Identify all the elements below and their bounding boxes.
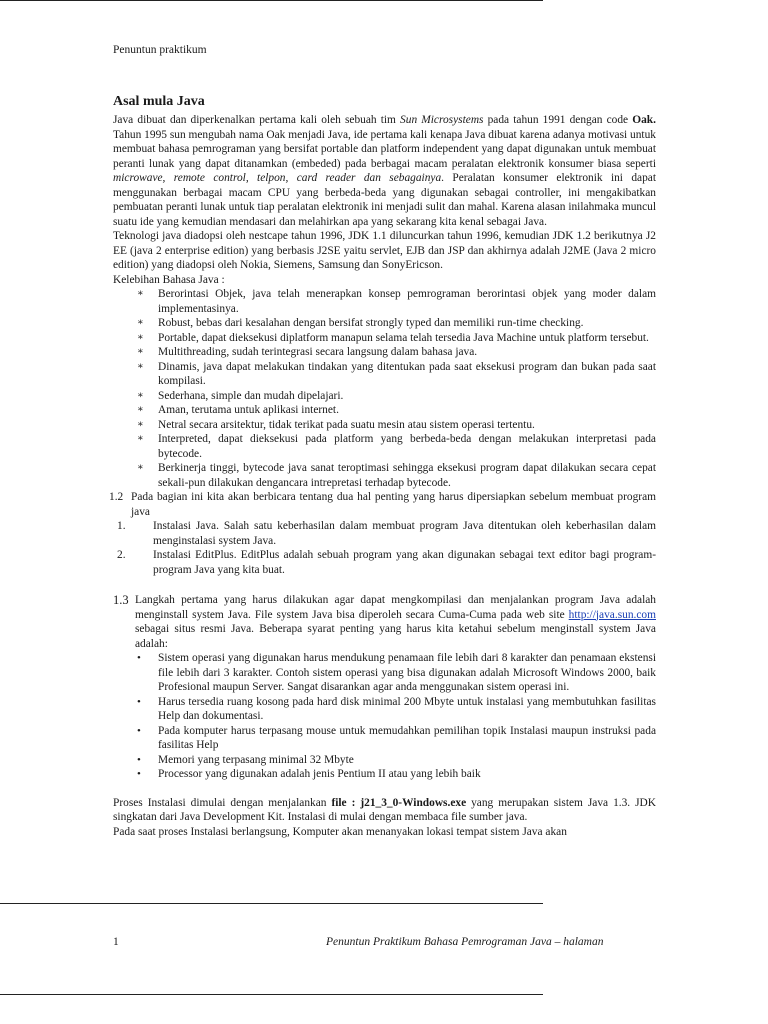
star-bullet-icon: ∗ <box>137 389 144 401</box>
bullet-icon: • <box>137 652 141 664</box>
star-bullet-icon: ∗ <box>137 462 144 473</box>
list-item <box>113 519 656 548</box>
list-item-text: Sistem operasi yang digunakan harus mendukung penamaan file lebih dari 8 karakter dan penamaan ekstensi file lebih dari 3 karakter. Contoh sistem operasi yang bisa digunakan adalah Microsoft Windows 2000, baik Profesional maupun Server. Sangat disarankan agar anda menggunakan sistem operasi ini. <box>158 652 656 693</box>
list-item-text: Harus tersedia ruang kosong pada hard disk minimal 200 Mbyte untuk instalasi yang membutuhkan fasilitas Help dan dokumentasi. <box>158 695 656 722</box>
item-number: 1. <box>117 520 126 532</box>
intro-paragraph-1 <box>113 113 656 229</box>
bullet-icon: • <box>137 695 141 708</box>
list-item <box>113 316 656 331</box>
bottom-rule <box>0 994 543 995</box>
list-item <box>113 724 656 753</box>
section-number: 1.2 <box>109 491 124 503</box>
section-1-2-paragraph <box>109 490 656 519</box>
list-item <box>113 548 656 577</box>
list-item <box>113 403 656 418</box>
section-title: Asal mula Java <box>113 94 205 109</box>
bullet-icon: • <box>137 753 141 766</box>
list-item-text: Portable, dapat dieksekusi diplatform manapun selama telah tersedia Java Machine untuk platform tersebut. <box>158 331 649 344</box>
section-1-2-text: Pada bagian ini kita akan berbicara tentang dua hal penting yang harus dipersiapkan sebelum membuat program java <box>131 491 656 518</box>
page-number: 1 <box>113 936 119 948</box>
top-rule <box>0 0 543 1</box>
running-header: Penuntun praktikum <box>113 44 207 56</box>
list-item-text: Netral secara arsitektur, tidak terikat pada suatu mesin atau sistem operasi tertentu. <box>158 418 535 431</box>
list-item <box>113 331 656 346</box>
list-item-text: Multithreading, sudah terintegrasi secara langsung dalam bahasa java. <box>158 346 478 358</box>
intro-paragraph-2: Teknologi java diadopsi oleh nestcape tahun 1996, JDK 1.1 diluncurkan tahun 1996, kemudian JDK 1.2 berikutnya J2 EE (java 2 enterprise edition) yang berbasis J2SE yaitu servlet, EJB dan JSP dan akhirnya adalah J2ME (Java 2 micro edition) yang diadopsi oleh Nokia, Siemens, Samsung dan SonyEricson. <box>113 230 656 271</box>
footer-top-rule <box>0 903 543 904</box>
star-bullet-icon: ∗ <box>137 360 144 372</box>
installer-filename: file : j21_3_0-Windows.exe <box>331 796 467 809</box>
footer-title: Penuntun Praktikum Bahasa Pemrograman Java – halaman <box>326 936 604 948</box>
install-text-b: yang merupakan sistem Java 1.3. JDK singkatan dari Java Development Kit. Instalasi di mulai dengan membaca file sumber java. <box>113 796 657 823</box>
star-bullet-icon: ∗ <box>137 418 144 430</box>
list-item-text: Robust, bebas dari kesalahan dengan bersifat strongly typed dan memiliki run-time checking. <box>158 317 584 329</box>
list-item <box>113 767 656 782</box>
spacer <box>113 782 656 796</box>
list-item <box>113 287 656 316</box>
advantages-list <box>113 287 656 490</box>
intro-text-c: Tahun 1995 sun mengubah nama Oak menjadi Java, ide pertama kali kenapa Java dibuat karena adanya motivasi untuk membuat bahasa pemrograman yang bersifat portable dan platform independent yang dapat digunakan untuk membuat peranti lunak yang dapat ditanamkan (embeded) pada berbagai macam peralatan elektronik konsumer biasa seperti <box>113 128 656 170</box>
bullet-icon: • <box>137 724 141 737</box>
star-bullet-icon: ∗ <box>137 433 144 444</box>
sun-microsystems-text: Sun Microsystems <box>400 114 484 126</box>
list-item-text: Memori yang terpasang minimal 32 Mbyte <box>158 753 354 766</box>
requirements-list <box>113 651 656 782</box>
install-text-a: Proses Instalasi dimulai dengan menjalankan <box>113 796 332 809</box>
list-item <box>113 389 656 404</box>
list-item <box>113 695 656 724</box>
page-body <box>109 93 657 839</box>
list-item-text: Pada komputer harus terpasang mouse untuk memudahkan pemilihan topik Instalasi maupun instruksi pada fasilitas Help <box>158 724 656 751</box>
install-paragraph-2: Pada saat proses Instalasi berlangsung, Komputer akan menanyakan lokasi tempat sistem Java akan <box>113 825 567 838</box>
install-paragraph-1 <box>113 796 656 825</box>
list-item <box>113 360 656 389</box>
star-bullet-icon: ∗ <box>137 404 144 415</box>
list-item <box>113 345 656 360</box>
star-bullet-icon: ∗ <box>137 331 144 343</box>
java-website-link[interactable]: http://java.sun.com <box>568 608 656 621</box>
intro-text-a: Java dibuat dan diperkenalkan pertama kali oleh sebuah tim <box>113 114 401 126</box>
device-examples-text: microwave, remote control, telpon, card reader dan sebagainya <box>113 172 442 184</box>
advantages-heading: Kelebihan Bahasa Java : <box>113 273 225 286</box>
prep-list <box>113 519 656 577</box>
list-item <box>113 461 656 490</box>
list-item-text: Berorintasi Objek, java telah menerapkan konsep pemrograman berorintasi objek yang moder dalam implementasinya. <box>158 288 656 315</box>
star-bullet-icon: ∗ <box>137 317 144 328</box>
bullet-icon: • <box>137 768 141 780</box>
section-1-3-paragraph <box>113 593 656 651</box>
list-item-text: Processor yang digunakan adalah jenis Pentium II atau yang lebih baik <box>158 768 481 780</box>
star-bullet-icon: ∗ <box>137 346 144 357</box>
intro-text-b: pada tahun 1991 dengan code <box>483 114 633 126</box>
section-1-3-text-b: sebagai situs resmi Java. Beberapa syarat penting yang harus kita ketahui sebelum menginstall system Java adalah: <box>135 623 656 650</box>
list-item <box>113 651 656 695</box>
section-1-3-text-a: Langkah pertama yang harus dilakukan agar dapat mengkompilasi dan menjalankan program Java adalah menginstall system Java. File system Java bisa diperoleh secara Cuma-Cuma pada web site <box>135 594 656 621</box>
list-item <box>113 418 656 433</box>
list-item-text: Aman, terutama untuk aplikasi internet. <box>158 404 339 416</box>
star-bullet-icon: ∗ <box>137 288 144 299</box>
list-item-text: Interpreted, dapat dieksekusi pada platform yang berbeda-beda dengan melakukan interpretasi pada bytecode. <box>158 433 656 460</box>
list-item-text: Instalasi EditPlus. EditPlus adalah sebuah program yang akan digunakan sebagai text editor bagi program-program Java yang kita buat. <box>153 549 656 576</box>
list-item-text: Instalasi Java. Salah satu keberhasilan dalam membuat program Java ditentukan oleh keberhasilan dalam menginstalasi system Java. <box>153 520 656 547</box>
oak-text: Oak. <box>632 114 656 126</box>
item-number: 2. <box>117 549 126 561</box>
list-item-text: Dinamis, java dapat melakukan tindakan yang ditentukan pada saat eksekusi program dan bukan pada saat kompilasi. <box>158 360 656 387</box>
intro-text-d: . Peralatan konsumer elektronik ini dapat menggunakan berbagai macam CPU yang berbeda-beda yang digunakan sebagai controller, ini mengakibatkan pembuatan peranti lunak untuk tiap peralatan elektronik ini menjadi sulit dan mahal. Karena alasan inilahmaka muncul suatu ide yang kemudian mendasari dan melahirkan apa yang sekarang kita kenal sebagai Java. <box>113 172 656 228</box>
spacer <box>113 577 656 593</box>
list-item-text: Berkinerja tinggi, bytecode java sanat teroptimasi sehingga eksekusi program dapat dilakukan secara cepat sekali-pun dilakukan dengancara intrepretasi terhadap bytecode. <box>158 462 656 489</box>
section-number: 1.3 <box>113 593 129 607</box>
list-item-text: Sederhana, simple dan mudah dipelajari. <box>158 389 344 402</box>
list-item <box>113 432 656 461</box>
list-item <box>113 753 656 768</box>
